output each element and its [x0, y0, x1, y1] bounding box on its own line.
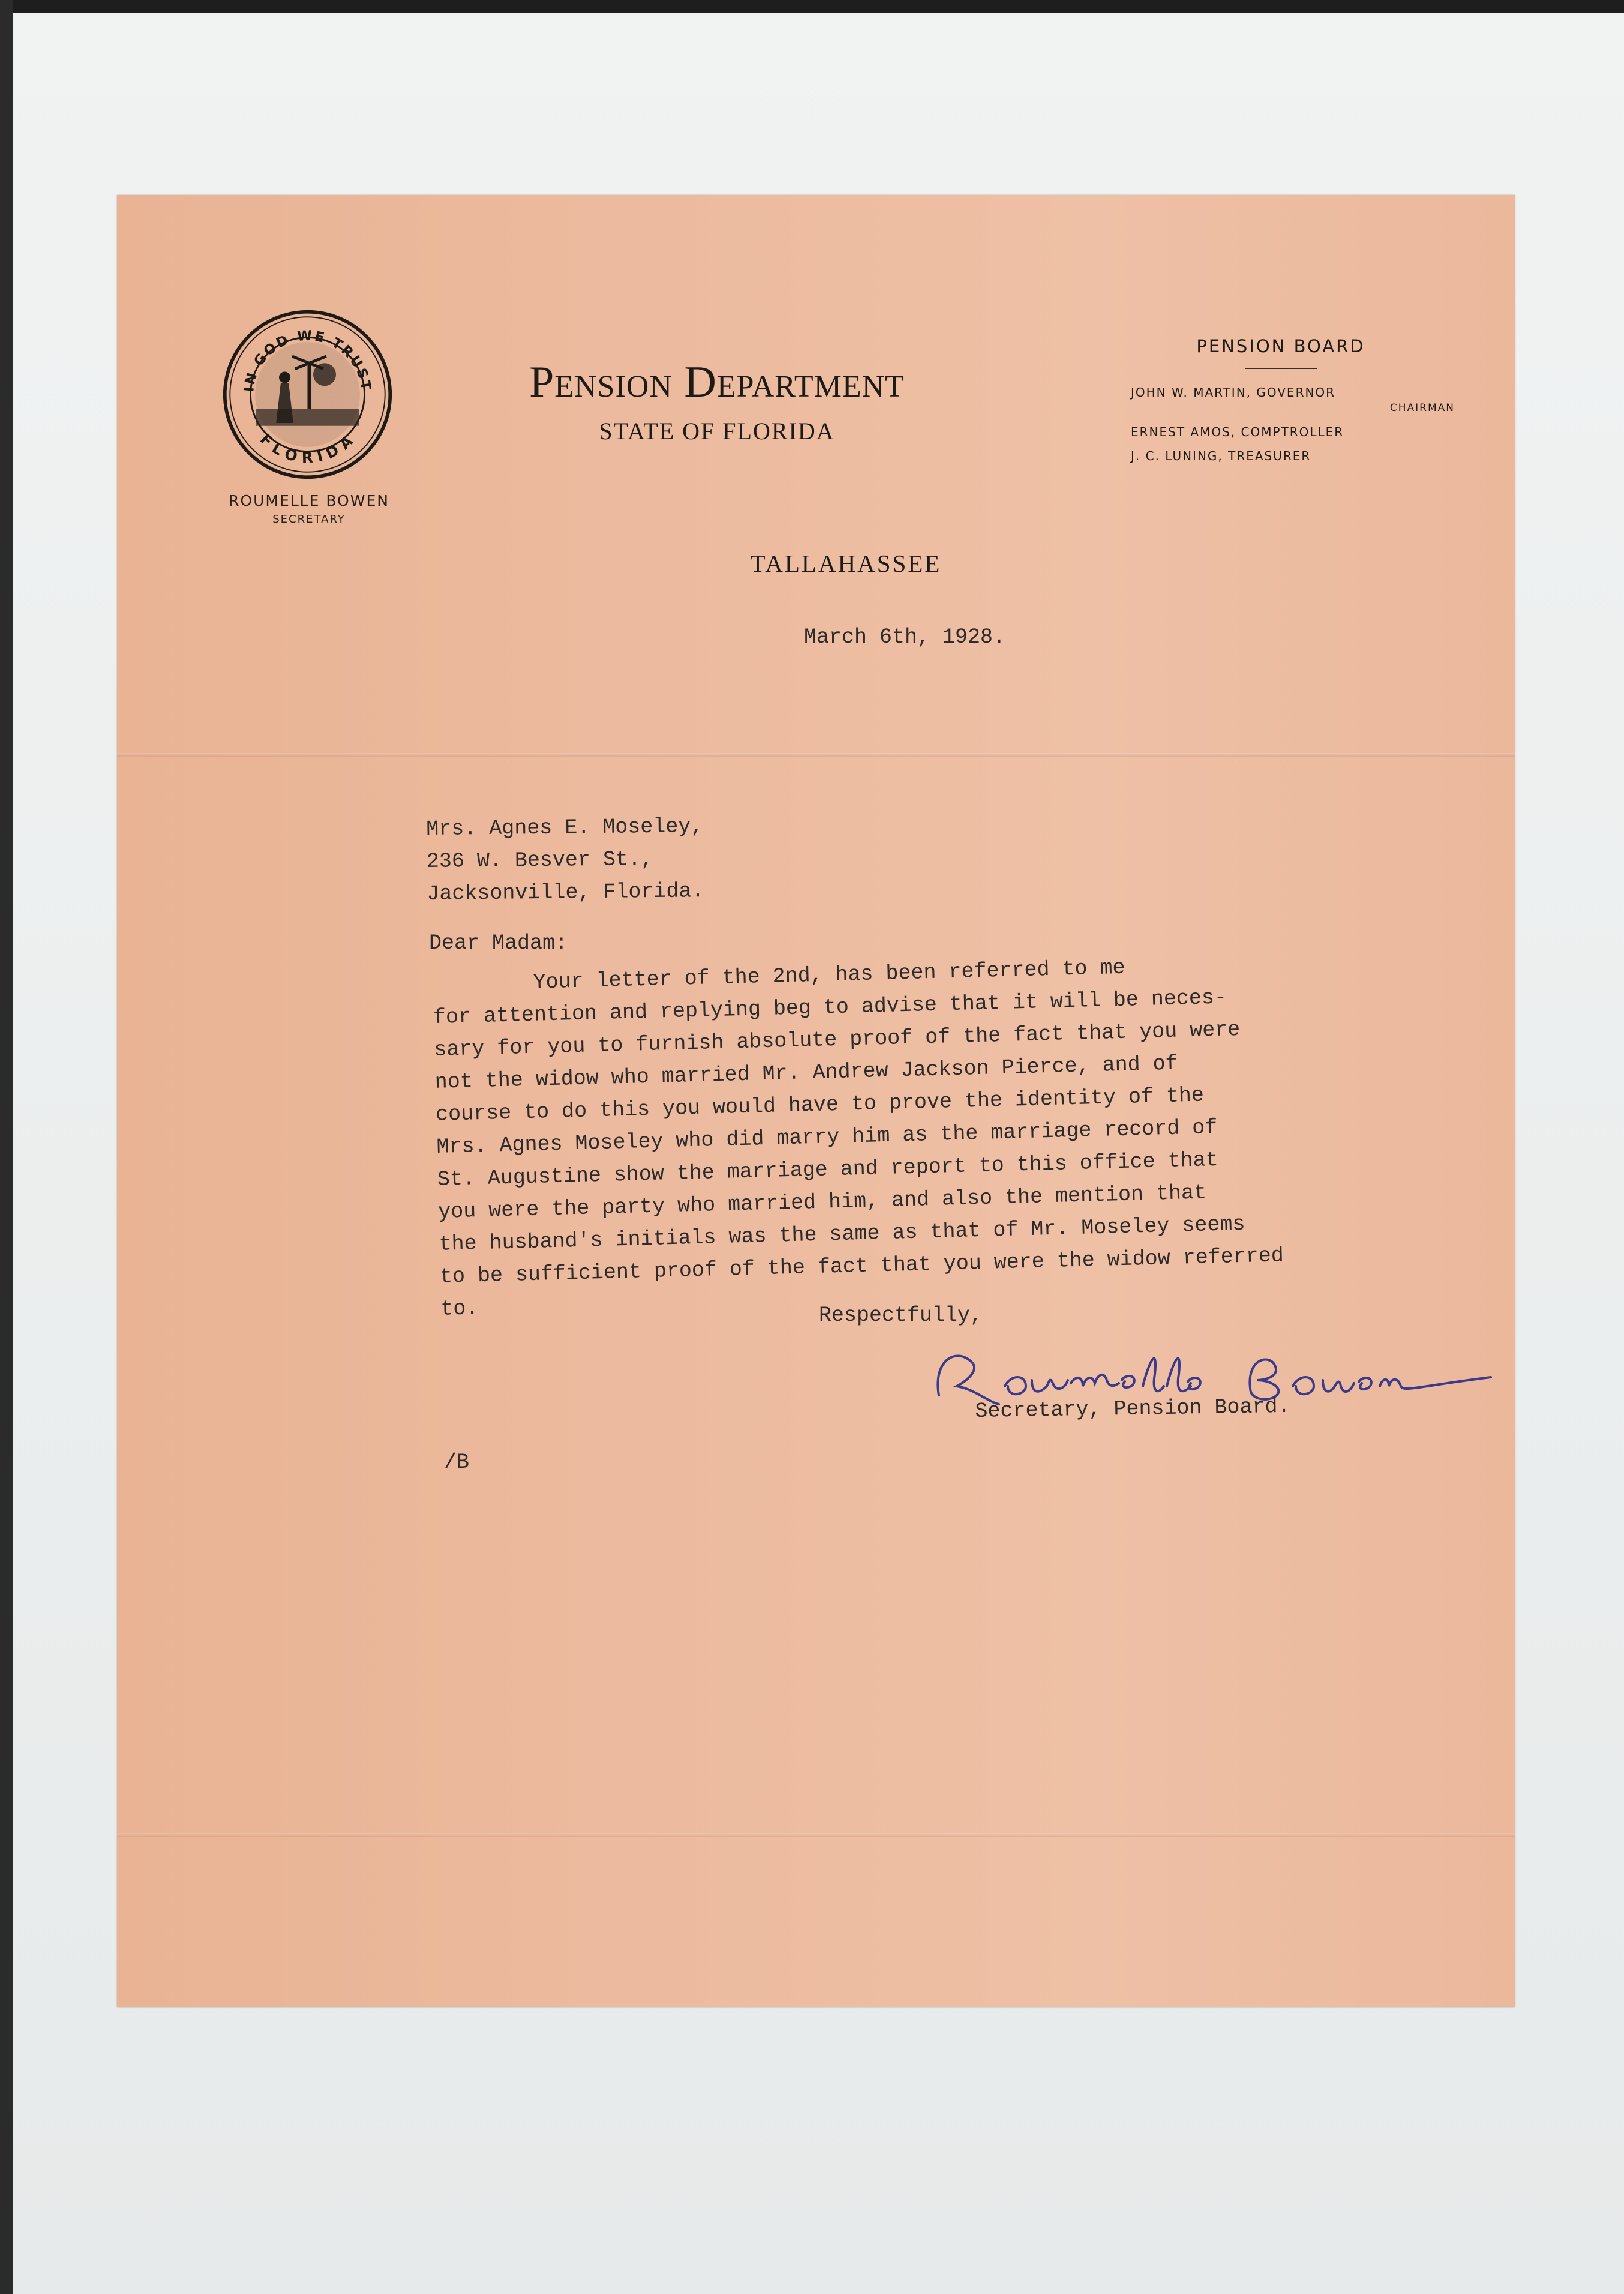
- board-member-treasurer: J. C. LUNING, TREASURER: [1131, 449, 1311, 463]
- letter-body: [432, 947, 1285, 1325]
- typist-initials: /B: [444, 1450, 470, 1474]
- florida-seal-icon: [222, 309, 393, 480]
- fold-line: [117, 753, 1515, 757]
- body-line: for attention and replying beg to advise that it will be neces-: [433, 985, 1227, 1030]
- signer-title: Secretary, Pension Board.: [975, 1394, 1290, 1423]
- salutation: Dear Madam:: [429, 931, 568, 955]
- pension-board-title: PENSION BOARD: [1196, 336, 1365, 356]
- body-line: you were the party who married him, and also the mention that: [437, 1180, 1207, 1224]
- recipient-address: [426, 810, 704, 910]
- department-title: Pension Department: [529, 358, 905, 407]
- scan-left-edge: [0, 0, 13, 2294]
- secretary-title: SECRETARY: [272, 513, 346, 526]
- body-line: sary for you to furnish absolute proof of the fact that you were: [433, 1017, 1241, 1062]
- body-line: St. Augustine show the marriage and report to this office that: [437, 1147, 1219, 1192]
- board-member-comptroller: ERNEST AMOS, COMPTROLLER: [1131, 425, 1344, 439]
- city-heading: TALLAHASSEE: [750, 550, 942, 577]
- body-line: course to do this you would have to prove the identity of the: [435, 1083, 1205, 1127]
- fold-line: [117, 1833, 1515, 1837]
- letter-date: March 6th, 1928.: [804, 625, 1006, 649]
- letter-sheet: [117, 195, 1515, 2007]
- board-member-governor: JOHN W. MARTIN, GOVERNOR: [1131, 385, 1336, 400]
- recipient-line: Mrs. Agnes E. Moseley,: [426, 814, 704, 841]
- body-line: to.: [440, 1296, 479, 1321]
- board-divider: [1245, 368, 1317, 369]
- body-line: Mrs. Agnes Moseley who did marry him as the marriage record of: [436, 1115, 1218, 1159]
- recipient-line: Jacksonville, Florida.: [427, 879, 704, 906]
- body-line: to be sufficient proof of the fact that you were the widow referred: [439, 1243, 1284, 1289]
- board-member-role: CHAIRMAN: [1389, 402, 1455, 414]
- body-line: the husband's initials was the same as that of Mr. Moseley seems: [439, 1212, 1245, 1257]
- scan-top-edge: [0, 0, 1624, 13]
- body-line: not the widow who married Mr. Andrew Jackson Pierce, and of: [434, 1051, 1179, 1094]
- closing: Respectfully,: [819, 1303, 983, 1327]
- seal-motto: IN GOD WE TRUST: [241, 328, 374, 393]
- secretary-name: ROUMELLE BOWEN: [229, 492, 389, 509]
- recipient-line: 236 W. Besver St.,: [426, 847, 654, 874]
- state-subtitle: STATE OF FLORIDA: [599, 418, 835, 445]
- seal-state-name: FLORIDA: [256, 430, 358, 467]
- body-line: Your letter of the 2nd, has been referred to me: [432, 955, 1126, 997]
